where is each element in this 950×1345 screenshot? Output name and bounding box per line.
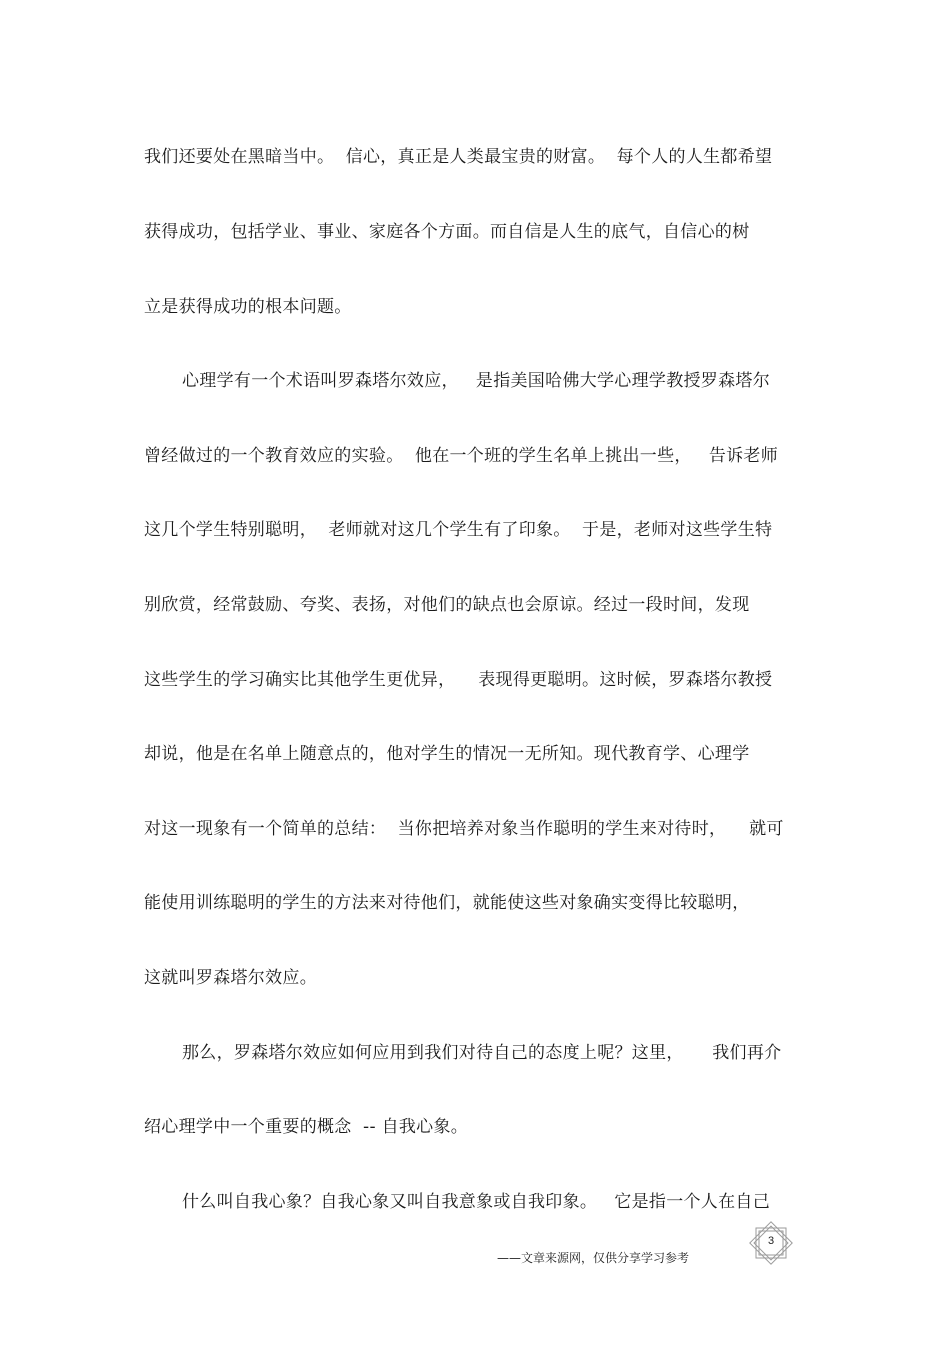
text-line: 心理学有一个术语叫罗森塔尔效应， 是指美国哈佛大学心理学教授罗森塔尔 <box>182 371 771 391</box>
page-number: 3 <box>767 1235 775 1247</box>
text-line: 曾经做过的一个教育效应的实验。 他在一个班的学生名单上挑出一些， 告诉老师 <box>144 446 779 466</box>
text-line: 获得成功，包括学业、事业、家庭各个方面。而自信是人生的底气，自信心的树 <box>144 222 750 242</box>
text-line: 这就叫罗森塔尔效应。 <box>144 968 317 988</box>
text-line: 能使用训练聪明的学生的方法来对待他们，就能使这些对象确实变得比较聪明， <box>144 893 750 913</box>
text-line: 什么叫自我心象？自我心象又叫自我意象或自我印象。 它是指一个人在自己 <box>182 1192 771 1212</box>
text-line: 我们还要处在黑暗当中。 信心，真正是人类最宝贵的财富。 每个人的人生都希望 <box>144 147 773 167</box>
text-line: 却说，他是在名单上随意点的，他对学生的情况一无所知。现代教育学、心理学 <box>144 744 750 764</box>
text-line: 别欣赏，经常鼓励、夸奖、表扬，对他们的缺点也会原谅。经过一段时间，发现 <box>144 595 750 615</box>
text-line: 立是获得成功的根本问题。 <box>144 297 352 317</box>
text-line: 这几个学生特别聪明， 老师就对这几个学生有了印象。 于是，老师对这些学生特 <box>144 520 773 540</box>
text-line: 对这一现象有一个简单的总结： 当你把培养对象当作聪明的学生来对待时， 就可 <box>144 819 784 839</box>
text-line: 那么，罗森塔尔效应如何应用到我们对待自己的态度上呢？这里， 我们再介 <box>182 1043 782 1063</box>
source-note: ——文章来源网，仅供分享学习参考 <box>497 1251 690 1265</box>
text-line: 绍心理学中一个重要的概念 -- 自我心象。 <box>144 1117 469 1137</box>
page-number-badge <box>748 1220 794 1266</box>
text-line: 这些学生的学习确实比其他学生更优异， 表现得更聪明。这时候，罗森塔尔教授 <box>144 670 773 690</box>
